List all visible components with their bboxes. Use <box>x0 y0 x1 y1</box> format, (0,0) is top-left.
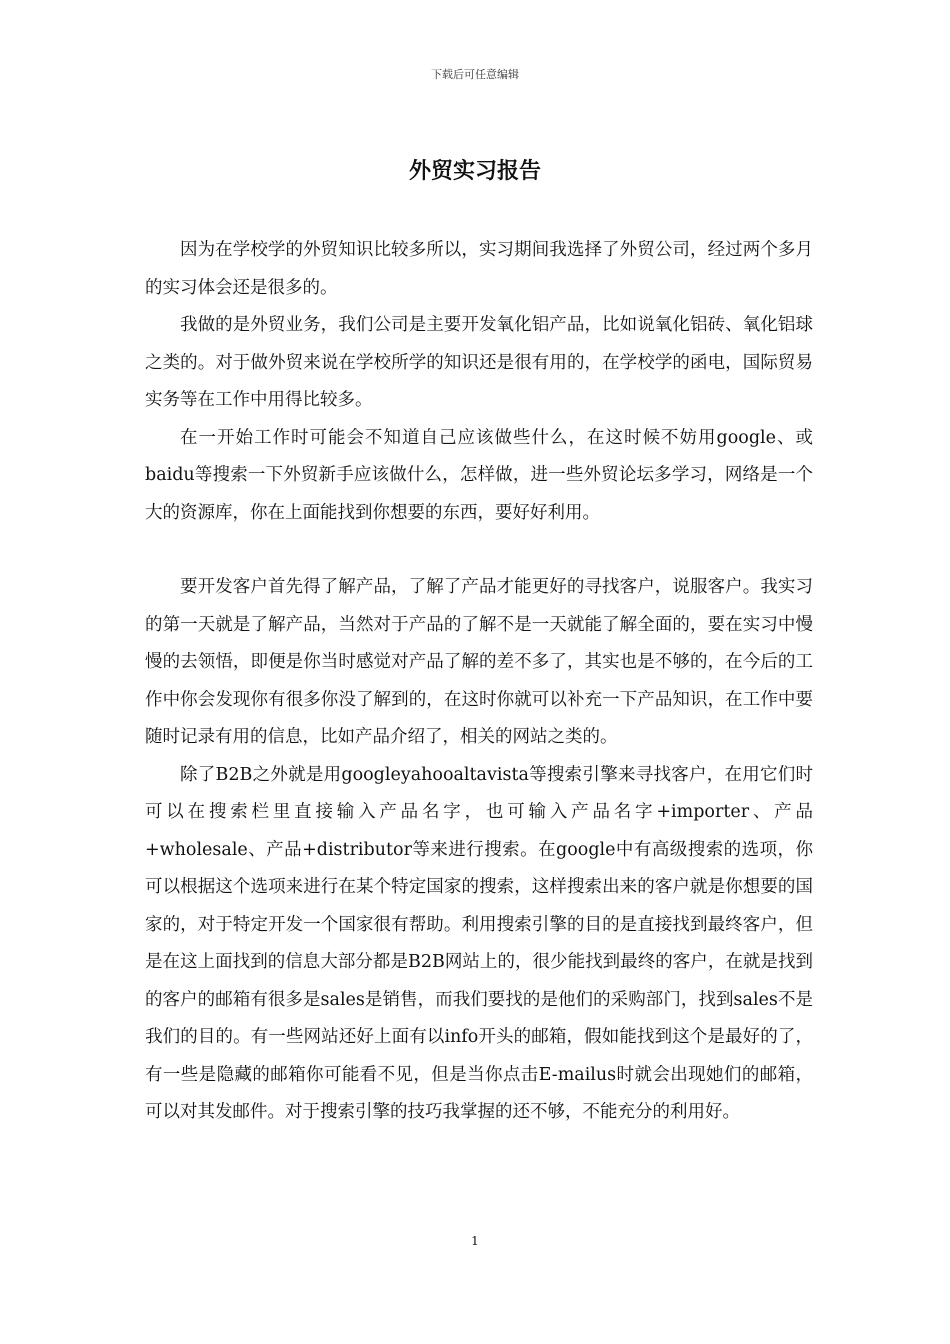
page-header-note: 下载后可任意编辑 <box>431 68 519 81</box>
paragraph: 要开发客户首先得了解产品，了解了产品才能更好的寻找客户，说服客户。我实习的第一天就是了解产品，当然对于产品的了解不是一天就能了解全面的，要在实习中慢慢的去领悟，即便是你当时感觉对产品了解的差不多了，其实也是不够的，在今后的工作中你会发现你有很多你没了解到的，在这时你就可以补充一下产品知识，在工作中要随时记录有用的信息，比如产品介绍了，相关的网站之类的。 <box>145 577 813 747</box>
document-body <box>145 232 813 1132</box>
paragraph: 除了B2B之外就是用googleyahooaltavista等搜索引擎来寻找客户，在用它们时可以在搜索栏里直接输入产品名字，也可输入产品名字+importer、产品+wholesale、产品+distributor等来进行搜索。在google中有高级搜索的选项，你可以根据这个选项来进行在某个特定国家的搜索，这样搜索出来的客户就是你想要的国家的，对于特定开发一个国家很有帮助。利用搜索引擎的目的是直接找到最终客户，但是在这上面找到的信息大部分都是B2B网站上的，很少能找到最终的客户，在就是找到的客户的邮箱有很多是sales是销售，而我们要找的是他们的采购部门，找到sales不是我们的目的。有一些网站还好上面有以info开头的邮箱，假如能找到这个是最好的了，有一些是隐藏的邮箱你可能看不见，但是当你点击E-mailus时就会出现她们的邮箱，可以对其发邮件。对于搜索引擎的技巧我掌握的还不够，不能充分的利用好。 <box>145 764 813 1122</box>
page-number: 1 <box>471 1234 479 1248</box>
paragraph-spacer <box>145 532 813 569</box>
document-title: 外贸实习报告 <box>408 158 541 184</box>
paragraph: 我做的是外贸业务，我们公司是主要开发氧化铝产品，比如说氧化铝砖、氧化铝球之类的。对于做外贸来说在学校所学的知识还是很有用的，在学校学的函电，国际贸易实务等在工作中用得比较多。 <box>145 315 813 410</box>
paragraph: 因为在学校学的外贸知识比较多所以，实习期间我选择了外贸公司，经过两个多月的实习体会还是很多的。 <box>145 240 813 298</box>
paragraph: 在一开始工作时可能会不知道自己应该做些什么，在这时候不妨用google、或baidu等搜索一下外贸新手应该做什么，怎样做，进一些外贸论坛多学习，网络是一个大的资源库，你在上面能找到你想要的东西，要好好利用。 <box>145 427 813 523</box>
